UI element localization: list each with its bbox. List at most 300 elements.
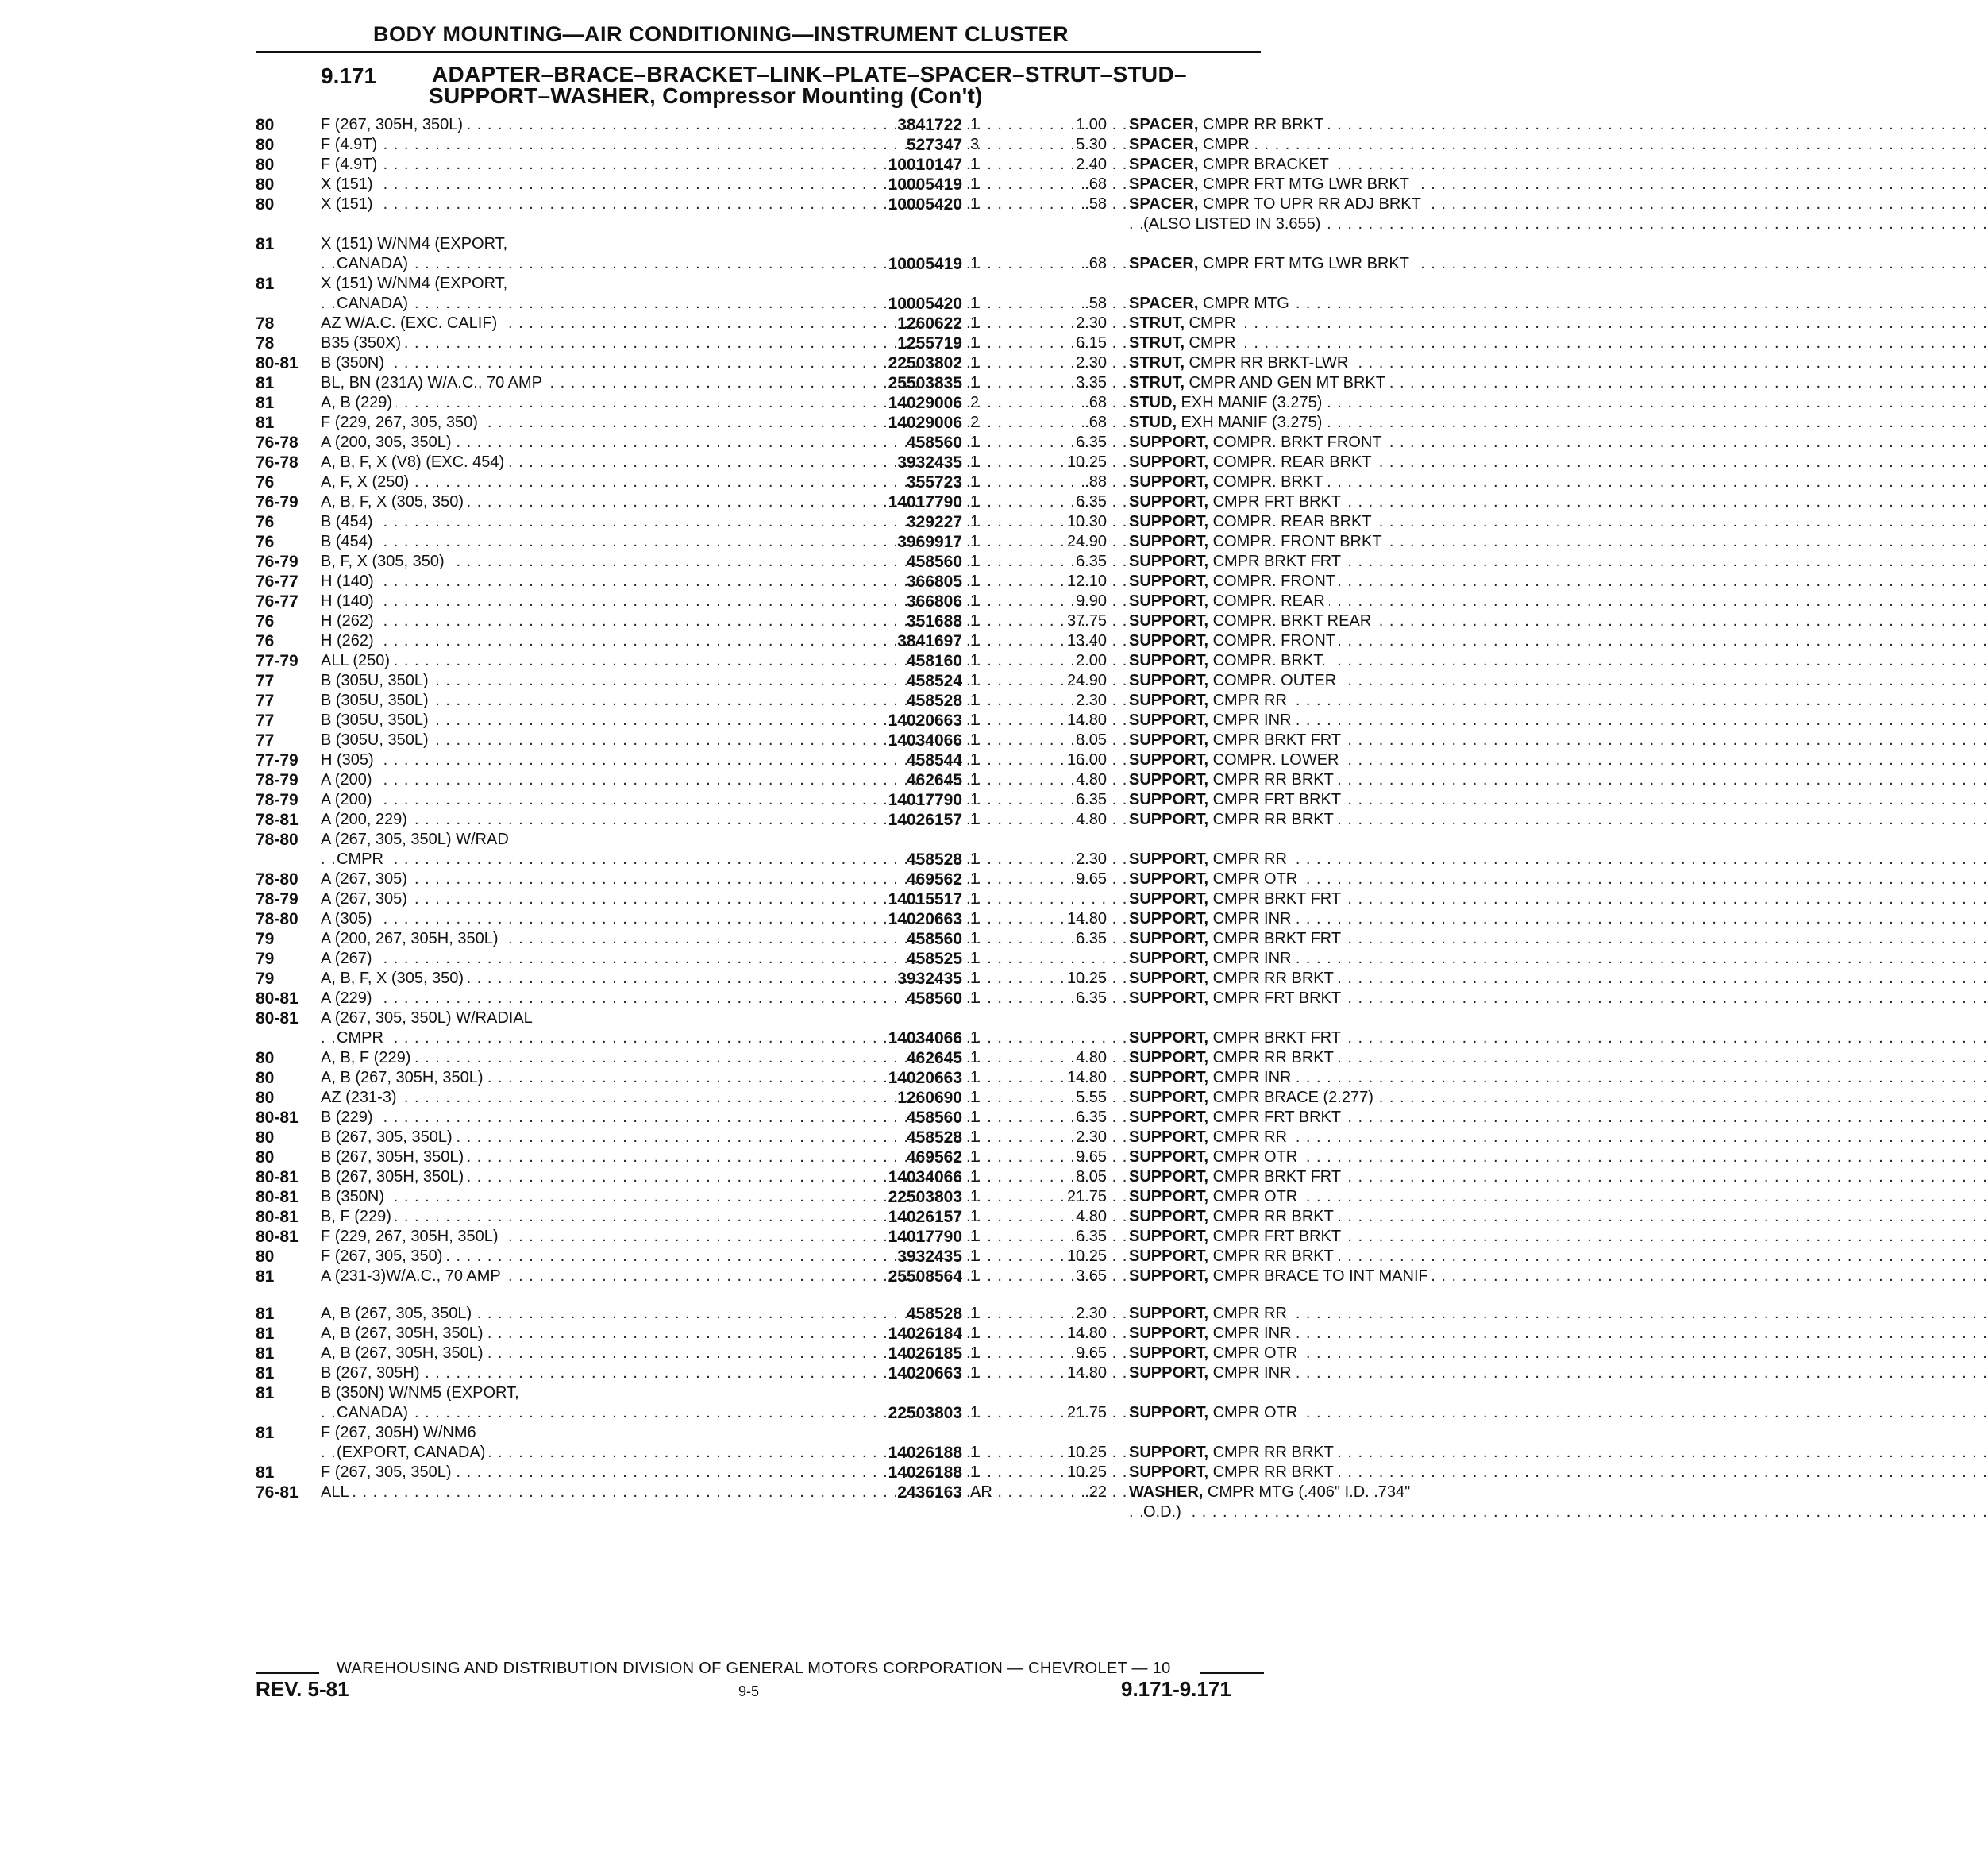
- part-description: [1129, 969, 1520, 989]
- model-text: A (305): [321, 910, 376, 928]
- description-text: [1129, 513, 1376, 530]
- part-number: 351688: [906, 612, 962, 631]
- model-text: H (140): [321, 573, 378, 590]
- part-description: [1129, 1108, 1520, 1128]
- part-description: [1129, 254, 1520, 274]
- part-description: [1129, 1383, 1520, 1403]
- quantity: 1: [970, 1128, 980, 1146]
- price: 14.80: [1066, 1325, 1107, 1342]
- model-application: [321, 353, 865, 373]
- model-text: F (267, 305, 350): [321, 1248, 446, 1265]
- row-spacer: [256, 1286, 1264, 1304]
- price: 14.80: [1066, 1069, 1107, 1086]
- description-text: [1129, 434, 1386, 451]
- price: 14.80: [1066, 1364, 1107, 1382]
- model-application: [321, 850, 881, 870]
- part-description: [1129, 1028, 1520, 1048]
- model-text: A, B, F (229): [321, 1049, 414, 1066]
- quantity: 1: [970, 473, 980, 491]
- part-number: 14026185: [888, 1344, 962, 1363]
- part-name: SUPPORT,: [1129, 1029, 1209, 1047]
- model-application: [321, 393, 865, 413]
- quantity: 1: [970, 692, 980, 709]
- part-number: 1260622: [897, 314, 962, 333]
- parts-row: [256, 214, 1321, 234]
- part-name: SUPPORT,: [1129, 850, 1209, 868]
- part-name: SUPPORT,: [1129, 950, 1209, 967]
- part-detail: CMPR RR: [1208, 1128, 1287, 1146]
- part-number: 14017790: [888, 791, 962, 809]
- description-text: [1129, 672, 1340, 689]
- part-detail: CMPR RR: [1208, 1305, 1287, 1322]
- part-detail: (ALSO LISTED IN 3.655): [1143, 215, 1321, 233]
- page-title: BODY MOUNTING—AIR CONDITIONING—INSTRUMENT CLUSTER: [373, 22, 1069, 46]
- part-name: SUPPORT,: [1129, 1208, 1209, 1225]
- parts-row: [256, 175, 1409, 195]
- year-range: 80-81: [256, 1208, 299, 1226]
- price: 8.05: [1076, 731, 1107, 749]
- parts-row: [256, 592, 1325, 611]
- description-text: [1129, 1069, 1295, 1086]
- description-text: [1143, 1503, 1185, 1521]
- description-text: [1129, 1208, 1338, 1225]
- price: 14.80: [1066, 910, 1107, 928]
- parts-row: [256, 850, 1287, 870]
- part-description: [1129, 989, 1520, 1008]
- quantity: 1: [970, 850, 980, 868]
- part-number: 14029006: [888, 414, 962, 432]
- model-application: [321, 691, 865, 711]
- parts-row: [256, 929, 1342, 949]
- part-number: 14020663: [888, 712, 962, 730]
- model-application: [321, 413, 865, 433]
- year-range: 80: [256, 136, 275, 154]
- part-detail: COMPR. LOWER: [1208, 751, 1339, 769]
- year-range: 76-77: [256, 592, 299, 611]
- model-application: [321, 611, 865, 631]
- description-text: [1129, 1384, 1133, 1402]
- parts-row: [256, 1048, 1334, 1068]
- year-range: 76: [256, 612, 275, 631]
- part-description: [1129, 1443, 1520, 1463]
- part-description: [1129, 929, 1520, 949]
- parts-row: [256, 254, 1409, 274]
- part-detail: CMPR AND GEN MT BRKT: [1185, 374, 1385, 391]
- part-name: SUPPORT,: [1129, 890, 1209, 908]
- price: 6.35: [1076, 791, 1107, 808]
- part-number: 14026157: [888, 811, 962, 829]
- quantity: 1: [970, 1364, 980, 1382]
- model-application: [321, 592, 865, 611]
- part-name: SUPPORT,: [1129, 1325, 1209, 1342]
- parts-row: [256, 234, 1264, 254]
- part-detail: CMPR FRT MTG LWR BRKT: [1198, 175, 1409, 193]
- parts-row: [256, 949, 1292, 969]
- part-name: SUPPORT,: [1129, 1089, 1209, 1106]
- part-number: 14020663: [888, 910, 962, 928]
- model-text: A, B, F, X (305, 350): [321, 493, 468, 511]
- part-name: SUPPORT,: [1129, 712, 1209, 729]
- model-application: [321, 294, 881, 314]
- parts-row: [256, 1363, 1292, 1383]
- part-description: [1129, 691, 1520, 711]
- price: 9.65: [1076, 1344, 1107, 1362]
- parts-row: [256, 691, 1287, 711]
- quantity: 1: [970, 195, 980, 213]
- part-number: 22503802: [888, 354, 962, 372]
- description-text: [1129, 374, 1389, 391]
- model-application: [321, 472, 865, 492]
- part-number: 14026184: [888, 1325, 962, 1343]
- part-description: [1129, 353, 1520, 373]
- price: 21.75: [1066, 1404, 1107, 1421]
- part-name: SUPPORT,: [1129, 970, 1209, 987]
- description-text: [1129, 295, 1293, 312]
- model-text: ALL (250): [321, 652, 394, 669]
- year-range: 80: [256, 195, 275, 214]
- part-number: 3932435: [897, 453, 962, 472]
- model-text: B (267, 305, 350L): [321, 1128, 457, 1146]
- description-text: [1129, 870, 1301, 888]
- part-detail: CMPR BRKT FRT: [1208, 930, 1342, 947]
- part-name: SUPPORT,: [1129, 731, 1209, 749]
- model-application: [321, 155, 865, 175]
- part-description: [1129, 651, 1520, 671]
- model-text: F (267, 305H, 350L): [321, 116, 467, 133]
- part-name: STRUT,: [1129, 374, 1185, 391]
- part-detail: CMPR FRT BRKT: [1208, 1109, 1342, 1126]
- parts-row: [256, 512, 1372, 532]
- description-text: [1129, 493, 1345, 511]
- description-text: [1129, 850, 1291, 868]
- model-text: B (305U, 350L): [321, 712, 433, 729]
- part-number: 10005419: [888, 175, 962, 194]
- parts-row: [256, 889, 1342, 909]
- part-number: 14017790: [888, 1228, 962, 1246]
- part-name: SUPPORT,: [1129, 672, 1209, 689]
- parts-row: [256, 1008, 1264, 1028]
- price: 10.25: [1066, 1248, 1107, 1265]
- description-text: [1129, 970, 1338, 987]
- parts-row: [256, 393, 1323, 413]
- part-name: SUPPORT,: [1129, 453, 1209, 471]
- price: 6.35: [1076, 434, 1107, 451]
- parts-row: [256, 1167, 1342, 1187]
- model-text: F (267, 305H) W/NM6: [321, 1424, 480, 1441]
- model-text: B (267, 305H): [321, 1364, 424, 1382]
- year-range: 80-81: [256, 1188, 299, 1206]
- model-application: [321, 1128, 865, 1147]
- part-detail: CMPR RR BRKT: [1198, 116, 1324, 133]
- model-text: A, B, F, X (V8) (EXC. 454): [321, 453, 508, 471]
- model-application: [321, 552, 865, 572]
- part-description: [1129, 1068, 1520, 1088]
- part-name: SUPPORT,: [1129, 870, 1209, 888]
- year-range: 78: [256, 334, 275, 353]
- part-detail: CMPR INR: [1208, 712, 1292, 729]
- part-description: [1129, 234, 1520, 254]
- part-description: [1129, 1187, 1520, 1207]
- description-text: [1129, 652, 1330, 669]
- part-description: [1129, 1048, 1520, 1068]
- part-name: SUPPORT,: [1129, 553, 1209, 570]
- parts-row: [256, 1344, 1298, 1363]
- price: .88: [1085, 473, 1107, 491]
- price: 5.55: [1076, 1089, 1107, 1106]
- year-range: 76: [256, 632, 275, 650]
- model-text: A (267): [321, 950, 376, 967]
- model-application: [321, 334, 865, 353]
- price: 10.25: [1066, 970, 1107, 987]
- page-number: 9-5: [738, 1683, 760, 1699]
- quantity: AR: [970, 1483, 992, 1501]
- price: 4.80: [1076, 1049, 1107, 1066]
- model-text: X (151): [321, 175, 377, 193]
- part-description: [1129, 1463, 1520, 1483]
- parts-row: [256, 552, 1342, 572]
- part-detail: CMPR BRKT FRT: [1208, 553, 1342, 570]
- quantity: 1: [970, 731, 980, 749]
- part-name: SUPPORT,: [1129, 1228, 1209, 1245]
- description-text: [1129, 156, 1333, 173]
- model-application: [321, 1227, 865, 1247]
- part-detail: COMPR. BRKT REAR: [1208, 612, 1372, 630]
- part-number: 25508564: [888, 1267, 962, 1286]
- quantity: 1: [970, 632, 980, 650]
- model-text: CANADA): [337, 295, 412, 312]
- parts-row: [256, 651, 1326, 671]
- parts-row: [256, 1403, 1298, 1423]
- year-range: 80: [256, 1148, 275, 1167]
- part-description: [1129, 1267, 1520, 1286]
- model-application: [321, 433, 865, 453]
- model-application: [321, 1324, 865, 1344]
- parts-list: [256, 115, 1428, 1522]
- parts-row: [256, 334, 1264, 353]
- model-text: F (267, 305, 350L): [321, 1464, 456, 1481]
- model-application: [321, 1403, 881, 1423]
- parts-row: [256, 195, 1421, 214]
- price: .58: [1085, 195, 1107, 213]
- year-range: 81: [256, 1344, 275, 1363]
- quantity: 1: [970, 314, 980, 332]
- part-description: [1129, 214, 1534, 234]
- part-description: [1129, 1423, 1520, 1443]
- description-text: [1129, 1009, 1133, 1027]
- part-number: 14034066: [888, 1029, 962, 1047]
- model-application: [321, 1088, 865, 1108]
- model-application: [321, 492, 865, 512]
- section-title: [429, 64, 1187, 106]
- year-range: 76-78: [256, 453, 299, 472]
- description-text: [1129, 1424, 1133, 1441]
- part-description: [1129, 731, 1520, 750]
- part-detail: COMPR. BRKT FRONT: [1208, 434, 1382, 451]
- model-application: [321, 135, 865, 155]
- part-description: [1129, 393, 1520, 413]
- model-text: B (350N) W/NM5 (EXPORT,: [321, 1384, 523, 1402]
- part-number: 329227: [906, 513, 962, 531]
- year-range: 78-80: [256, 910, 299, 928]
- parts-row: [256, 572, 1336, 592]
- model-application: [321, 115, 865, 135]
- part-name: SUPPORT,: [1129, 1464, 1209, 1481]
- part-number: 1255719: [897, 334, 962, 353]
- part-detail: CMPR FRT BRKT: [1208, 989, 1342, 1007]
- model-text: A (200): [321, 771, 376, 789]
- description-text: [1129, 791, 1345, 808]
- price: 2.30: [1076, 1128, 1107, 1146]
- part-description: [1129, 413, 1520, 433]
- description-text: [1129, 275, 1133, 292]
- price: 2.30: [1076, 850, 1107, 868]
- price: 9.65: [1076, 1148, 1107, 1166]
- description-text: [1129, 989, 1345, 1007]
- year-range: 76: [256, 473, 275, 492]
- year-range: 76-77: [256, 573, 299, 591]
- model-text: ALL: [321, 1483, 353, 1501]
- part-description: [1129, 770, 1520, 790]
- part-name: SPACER,: [1129, 255, 1199, 272]
- model-text: H (262): [321, 612, 378, 630]
- part-name: SUPPORT,: [1129, 1109, 1209, 1126]
- model-application: [321, 1187, 865, 1207]
- parts-row: [256, 433, 1382, 453]
- description-text: [1129, 1168, 1345, 1186]
- model-text: A (200, 229): [321, 811, 411, 828]
- part-description: [1129, 433, 1520, 453]
- year-range: 76-79: [256, 493, 299, 511]
- quantity: 1: [970, 989, 980, 1007]
- description-text: [1129, 751, 1343, 769]
- model-text: A, B (229): [321, 394, 396, 411]
- model-application: [321, 889, 865, 909]
- model-text: B (305U, 350L): [321, 672, 433, 689]
- part-detail: CMPR FRT MTG LWR BRKT: [1198, 255, 1409, 272]
- part-number: 14034066: [888, 1168, 962, 1186]
- section-number: 9.171: [321, 64, 377, 88]
- part-description: [1129, 1324, 1520, 1344]
- year-range: 80: [256, 1248, 275, 1266]
- price: 10.25: [1066, 1444, 1107, 1461]
- part-name: SUPPORT,: [1129, 1049, 1209, 1066]
- year-range: 78: [256, 314, 275, 333]
- year-range: 80: [256, 1049, 275, 1067]
- year-range: 81: [256, 414, 275, 432]
- year-range: 78-81: [256, 811, 299, 829]
- part-description: [1129, 572, 1520, 592]
- model-application: [321, 175, 865, 195]
- year-range: 77: [256, 712, 275, 730]
- model-application: [321, 195, 865, 214]
- part-description: [1129, 552, 1520, 572]
- parts-row: [256, 353, 1349, 373]
- parts-row: [256, 472, 1323, 492]
- model-application: [321, 1304, 865, 1324]
- part-description: [1129, 909, 1520, 929]
- description-text: [1129, 950, 1295, 967]
- model-application: [321, 1423, 865, 1443]
- part-number: 22503803: [888, 1404, 962, 1422]
- model-application: [321, 1147, 865, 1167]
- footer-rule-left: [256, 1672, 319, 1674]
- price: 2.30: [1076, 314, 1107, 332]
- price: 2.00: [1076, 652, 1107, 669]
- parts-row: [256, 1483, 1411, 1502]
- quantity: 1: [970, 712, 980, 729]
- description-text: [1129, 1188, 1301, 1205]
- parts-row: [256, 1207, 1334, 1227]
- quantity: 1: [970, 811, 980, 828]
- model-application: [321, 1008, 865, 1028]
- quantity: 1: [970, 1344, 980, 1362]
- model-text: A (229): [321, 989, 376, 1007]
- price: 6.35: [1076, 930, 1107, 947]
- quantity: 1: [970, 1208, 980, 1225]
- parts-row: [256, 314, 1264, 334]
- part-description: [1129, 492, 1520, 512]
- part-name: SUPPORT,: [1129, 1168, 1209, 1186]
- parts-row: [256, 731, 1342, 750]
- part-number: 14026188: [888, 1464, 962, 1482]
- part-description: [1129, 671, 1520, 691]
- part-detail: CMPR INR: [1208, 1069, 1292, 1086]
- part-name: SUPPORT,: [1129, 473, 1209, 491]
- model-application: [321, 1502, 865, 1522]
- part-number: 3932435: [897, 1248, 962, 1266]
- model-text: A (231-3)W/A.C., 70 AMP: [321, 1267, 505, 1285]
- parts-row: [256, 750, 1339, 770]
- year-range: 76-79: [256, 553, 299, 571]
- quantity: 1: [970, 175, 980, 193]
- quantity: 1: [970, 1188, 980, 1205]
- description-text: [1129, 1089, 1377, 1106]
- price: 9.65: [1076, 870, 1107, 888]
- model-text: A, F, X (250): [321, 473, 413, 491]
- year-range: 78-80: [256, 870, 299, 889]
- price: 1.00: [1076, 116, 1107, 133]
- price: 10.25: [1066, 1464, 1107, 1481]
- quantity: 1: [970, 1444, 980, 1461]
- part-detail: CMPR MTG (.406" I.D. .734": [1203, 1483, 1411, 1501]
- part-number: 462645: [906, 1049, 962, 1067]
- parts-row: [256, 155, 1329, 175]
- part-description: [1129, 1128, 1520, 1147]
- part-detail: CMPR INR: [1208, 1325, 1292, 1342]
- model-text: B (267, 305H, 350L): [321, 1168, 468, 1186]
- part-name: SUPPORT,: [1129, 652, 1209, 669]
- model-text: CMPR: [337, 850, 387, 868]
- model-application: [321, 1267, 865, 1286]
- model-text: B (229): [321, 1109, 377, 1126]
- model-application: [321, 373, 865, 393]
- year-range: 80-81: [256, 1009, 299, 1028]
- year-range: 78-79: [256, 890, 299, 908]
- year-range: 81: [256, 1364, 275, 1383]
- parts-row: [256, 413, 1323, 433]
- price: 6.15: [1076, 334, 1107, 352]
- model-application: [321, 254, 881, 274]
- part-number: 25503835: [888, 374, 962, 392]
- parts-row: [256, 1463, 1334, 1483]
- price: 14.80: [1066, 712, 1107, 729]
- quantity: 3: [970, 136, 980, 153]
- price: 10.30: [1066, 513, 1107, 530]
- part-detail: CMPR BRKT FRT: [1208, 890, 1342, 908]
- model-text: A, B (267, 305, 350L): [321, 1305, 476, 1322]
- price: .68: [1085, 175, 1107, 193]
- description-text: [1129, 1483, 1414, 1501]
